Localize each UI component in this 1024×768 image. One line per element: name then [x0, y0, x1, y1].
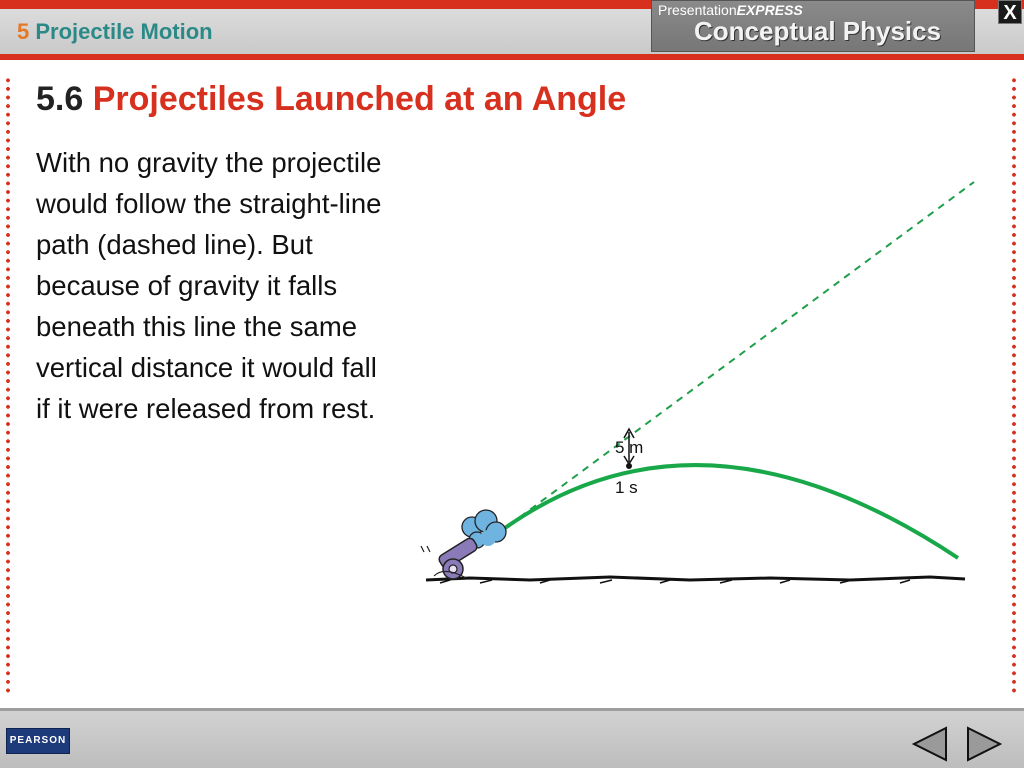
brand-logo [651, 0, 975, 52]
time-label: 1 s [615, 478, 638, 497]
previous-arrow-icon [914, 728, 946, 760]
left-dotted-border [6, 76, 10, 696]
projectile-diagram [410, 170, 990, 600]
cannon-icon [421, 536, 479, 579]
chapter-title: Projectile Motion [35, 19, 213, 44]
next-slide-button[interactable] [964, 724, 1004, 764]
right-dotted-border [1012, 76, 1016, 696]
slide-title [36, 80, 626, 119]
brand-express: EXPRESS [736, 2, 803, 18]
chapter-label [17, 19, 213, 45]
pearson-logo: PEARSON [6, 728, 70, 754]
ground-line [426, 577, 965, 580]
projectile-position-dot [626, 463, 632, 469]
next-arrow-icon [968, 728, 1000, 760]
projectile-trajectory [485, 465, 958, 558]
brand-prefix: Presentation [658, 2, 737, 18]
slide-body-text: With no gravity the projectile would follow the straight-line path (dashed line). But because of gravity it falls beneath this line the same vertical distance it would fall if it were released from rest. [36, 147, 382, 424]
header-red-stripe-bottom [0, 54, 1024, 60]
section-number: 5.6 [36, 80, 84, 118]
header-bar [0, 0, 1024, 60]
footer-bar [0, 708, 1024, 768]
previous-slide-button[interactable] [910, 724, 950, 764]
section-title: Projectiles Launched at an Angle [92, 80, 627, 118]
chapter-number: 5 [17, 19, 30, 44]
close-button[interactable]: X [998, 0, 1022, 24]
distance-label: 5 m [615, 438, 644, 457]
dashed-straight-path [478, 182, 974, 548]
brand-name: Conceptual Physics [694, 16, 942, 46]
